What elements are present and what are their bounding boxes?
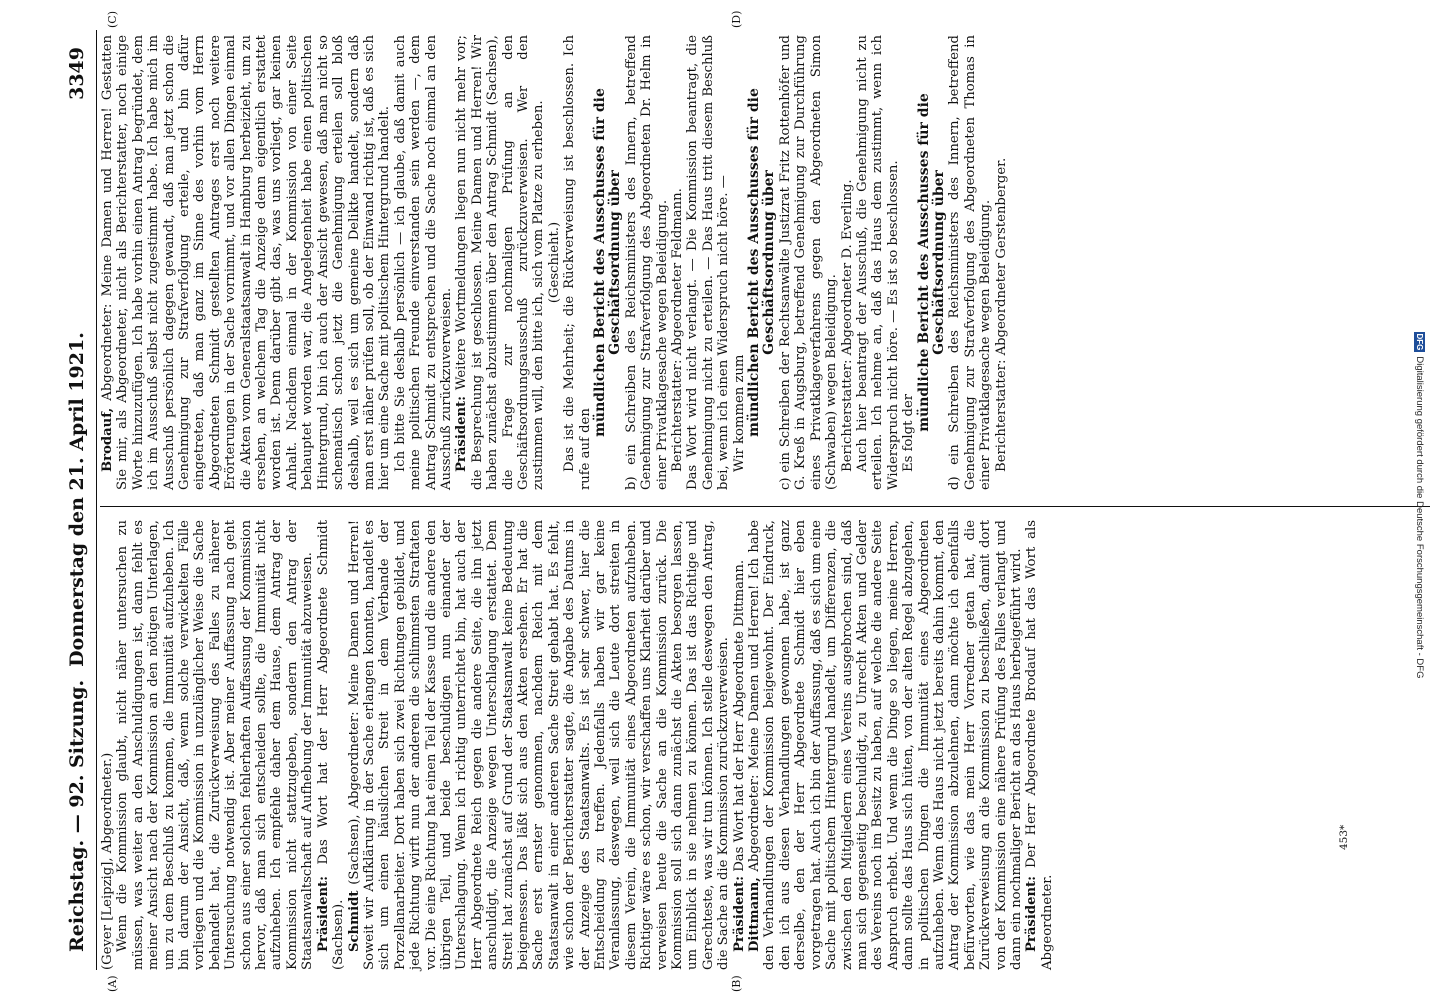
paragraph <box>747 520 1024 970</box>
paragraph <box>624 35 670 490</box>
paragraph <box>747 35 778 490</box>
column-right <box>100 35 1434 490</box>
paragraph <box>393 35 455 490</box>
paragraph-text: Weitere Wortmeldungen liegen nun nicht mehr vor; die Besprechung ist geschlossen. Meine Damen und Herren! Wir haben zunächst abzustimmen über den Antrag Schmidt (Sachsen), die Frage zur nochmaligen Prüfung an den Geschäftsordnungsausschuß zurückzuverweisen. Wer den zustimmen will, den bitte ich, sich vom Platze zu erheben. <box>454 35 547 490</box>
paragraph <box>917 35 948 490</box>
paragraph <box>547 35 562 490</box>
side-note-text: Digitalisierung gefördert durch die Deutsche Forschungsgemeinschaft - DFG <box>1414 356 1425 679</box>
paragraph-lead: Dittmann, <box>747 877 763 952</box>
paragraph-text: Abgeordneter: Meine Damen und Herren! Gestatten Sie mir, als Abgeordneter, nicht als Berichterstatter, noch einige Worte hinzuzufügen. Ich habe vorhin einen Antrag begründet, dem ich im Ausschuß selbst nicht zugestimmt habe. Ich habe mich im Ausschuß persönlich dagegen gewandt, daß man jetzt schon die Genehmigung zur Strafverfolgung erteile, und bin dafür eingetreten, daß man ganz im Sinne des vorhin vom Herrn Abgeordneten Schmidt gestellten Antrages erst noch weitere Erörterungen in der Sache vornimmt, und vor allen Dingen einmal die Akten vom Generalstaatsanwalt in Hamburg herbeizieht, um zu ersehen, an welchem Tag die Anzeige denn eigentlich erstattet worden ist. Denn darüber gibt das, was uns vorliegt, gar keinen Anhalt. Nachdem einmal in der Kommission von einer Seite behauptet worden war, die Angelegenheit habe einen politischen Hintergrund, bin ich auch der Ansicht gewesen, daß man nicht so schematisch schon jetzt die Genehmigung erteilen soll bloß deshalb, weil es sich um gemeine Delikte handelt, sondern daß man erst näher prüfen soll, ob der Einwand richtig ist, daß es sich hier um eine Sache mit politischem Hintergrund handelt. <box>100 35 393 490</box>
paragraph <box>347 520 732 970</box>
margin-mark-a: (A) <box>106 975 119 992</box>
paragraph-text: (Geyer [Leipzig], Abgeordneter.) <box>100 752 115 970</box>
paragraph <box>316 520 347 970</box>
header-session: Reichstag. — 92. Sitzung. <box>66 679 88 952</box>
paragraph-lead: Präsident: <box>1024 875 1040 952</box>
header-date: Donnerstag den 21. April 1921. <box>66 332 88 667</box>
paragraph <box>1024 520 1055 970</box>
paragraph-text: Auch hier beantragt der Ausschuß, die Genehmigung nicht zu erteilen. Ich nehme an, daß das Haus dem zustimmt, wenn ich Widerspruch nicht höre. — Es ist so beschlossen. <box>854 35 901 490</box>
paragraph-text: Das Wort hat der Herr Abgeordnete Dittmann. <box>731 559 747 876</box>
margin-mark-b: (B) <box>730 975 743 992</box>
paragraph-text: c) ein Schreiben der Rechtsanwälte Justizrat Fritz Rottenhöfer und G. Kreß in Augsburg, betreffend Genehmigung zur Durchführung eines Privatklageverfahrens gegen den Abgeordneten Simon (Schwaben) wegen Beleidigung. <box>777 35 840 490</box>
paragraph-text: (Sachsen), Abgeordneter: Meine Damen und Herren! Soweit wir Aufklärung in der Sache erlangen konnten, handelt es sich um einen häuslichen Streit in dem Verbande der Porzellanarbeiter. Dort haben sich zwei Richtungen gebildet, und jede Richtung wirft nun der anderen die schlimmsten Straftaten vor. Die eine Richtung hat einen Teil der Kasse und die andere den übrigen Teil, und beide beschuldigen nun einander der Unterschlagung. Wenn ich richtig unterrichtet bin, hat auch der Herr Abgeordnete Reich gegen die andere Seite, die ihn jetzt anschuldigt, die Anzeige wegen Unterschlagung erstattet. Dem Streit hat zunächst auf Grund der Staatsanwalt keine Bedeutung beigemessen. Das läßt sich aus den Akten ersehen. Er hat die Sache erst ernster genommen, nachdem Reich mit dem Staatsanwalt in einer anderen Sache Streit gehabt hat. Es fehlt, wie schon der Berichterstatter sagte, die Angabe des Datums in der Anzeige des Staatsanwalts. Es ist sehr schwer, hier die Entscheidung zu treffen. Jedenfalls haben wir gar keine Veranlassung, deswegen, weil sich die Leute dort streiten in diesem Verein, die Immunität eines Abgeordneten aufzuheben. Richtiger wäre es schon, wir verschaffen uns Klarheit darüber und verweisen heute die Sache an die Kommission zurück. Die Kommission soll sich dann zunächst die Akten besorgen lassen, um Einblick in sie nehmen zu können. Das ist das Richtige und Gerechteste, was wir tun können. Ich stelle deswegen den Antrag, die Sache an die Kommission zurückzuverweisen. <box>346 520 732 970</box>
header-page-number: 3349 <box>66 47 88 100</box>
paragraph-text: Das Wort wird nicht verlangt. — Die Kommission beantragt, die Genehmigung nicht zu erteilen. — Das Haus tritt diesem Beschluß bei, wenn ich einen Widerspruch nicht höre. — <box>685 35 732 490</box>
paragraph-text: (Geschieht.) <box>546 221 562 304</box>
paragraph-lead: Brodauf, <box>100 407 115 472</box>
paragraph <box>670 35 685 490</box>
paragraph-text: Es folgt der <box>901 393 917 472</box>
paragraph-text: Der Herr Abgeordnete Brodauf hat das Wort als Abgeordneter. <box>1024 520 1055 970</box>
paragraph <box>593 35 624 490</box>
paragraph <box>100 35 393 490</box>
paragraph <box>685 35 731 490</box>
paragraph-lead: Schmidt <box>346 890 362 952</box>
paragraph-lead: Präsident: <box>315 875 331 952</box>
paragraph <box>454 35 546 490</box>
paragraph-lead: mündliche Bericht des Ausschusses für die Geschäftsordnung über <box>915 93 947 432</box>
paragraph-lead: mündlichen Bericht des Ausschusses für die Geschäftsordnung über <box>592 88 624 437</box>
paragraph-text: Berichterstatter: Abgeordneter D. Everling. <box>839 179 855 472</box>
column-separator <box>100 506 1430 507</box>
paragraph-text: Berichterstatter: Abgeordneter Gerstenberger. <box>993 157 1009 472</box>
paragraph <box>994 35 1009 490</box>
paragraph-text: Berichterstatter: Abgeordneter Feldmann. <box>670 188 686 472</box>
paragraph <box>732 520 747 970</box>
paragraph-text: Abgeordneter: Meine Damen und Herren! Ich habe den Verhandlungen der Kommission beigewohnt. Der Eindruck, den ich aus diesen Verhandlungen gewonnen habe, ist ganz derselbe, den der Herr Abgeordnete Schmidt hier eben vorgetragen hat. Auch ich bin der Auffassung, daß es sich um eine Sache mit politischem Hintergrund handelt, um Differenzen, die zwischen den Mitgliedern eines Vereins ausgebrochen sind, daß man sich gegenseitig beschuldigt, zu Unrecht Akten und Gelder des Vereins noch im Besitz zu haben, auf welche die andere Seite Anspruch erhebt. Und wenn die Dinge so liegen, meine Herren, dann sollte das Haus sich hüten, von der alten Regel abzugehen, in politischen Dingen die Immunität eines Abgeordneten aufzuheben. Wenn das Haus nicht jetzt bereits dahin kommt, den Antrag der Kommission abzulehnen, dann möchte ich ebenfalls befürworten, wie das mein Herr Vorredner getan hat, die Zurückverweisung an die Kommission zu beschließen, damit dort von der Kommission eine nähere Prüfung des Falles verlangt und dann ein nochmaliger Bericht an das Haus herbeigeführt wird. <box>747 520 1024 970</box>
margin-mark-d: (D) <box>730 10 743 28</box>
paragraph <box>562 35 593 490</box>
page-header <box>56 47 96 952</box>
paragraph-lead: mündlichen Bericht des Ausschusses für die Geschäftsordnung über <box>746 88 778 437</box>
paragraph-text: Das Wort hat der Herr Abgeordnete Schmidt (Sachsen). <box>315 520 347 970</box>
paragraph-lead: Präsident: <box>731 875 747 952</box>
margin-mark-c: (C) <box>106 11 119 28</box>
paragraph <box>855 35 901 490</box>
paragraph <box>115 520 315 970</box>
paragraph <box>901 35 916 490</box>
paragraph-text: b) ein Schreiben des Reichsministers des Innern, betreffend Genehmigung zur Strafverfolgung des Abgeordneten Dr. Helm in einer Privatklagesache wegen Beleidigung. <box>623 35 670 490</box>
paragraph-text: Das ist die Mehrheit; die Rückverweisung ist beschlossen. Ich rufe auf den <box>562 35 593 490</box>
paragraph <box>100 520 115 970</box>
paragraph-text: Wenn die Kommission glaubt, nicht näher untersuchen zu müssen, was weiter an den Anschuldigungen ist, dann fehlt es meiner Ansicht nach der Kommission an den nötigen Unterlagen, um zu dem Beschluß zu kommen, die Immunität aufzuheben. Ich bin darum der Ansicht, daß, wenn solche verwickelten Fälle vorliegen und die Kommission in unzulänglicher Weise die Sache behandelt hat, die Zurückverweisung des Falles zu näherer Untersuchung notwendig ist. Aber meiner Auffassung nach geht schon aus einer solchen fehlerhaften Auffassung der Kommission hervor, daß man sich entscheiden sollte, die Immunität nicht aufzuheben. Ich empfehle daher dem Hause, dem Antrag der Kommission nicht stattzugeben, sondern den Antrag der Staatsanwaltschaft auf Aufhebung der Immunität abzuweisen. <box>115 520 316 970</box>
paragraph <box>778 35 840 490</box>
dfg-logo: DFG <box>1415 333 1424 351</box>
paragraph-text: Ich bitte Sie deshalb persönlich — ich glaube, daß damit auch meine politischen Freunde einverstanden sein werden —, dem Antrag Schmidt zu entsprechen und die Sache noch einmal an den Ausschuß zurückzuverweisen. <box>392 35 454 490</box>
paragraph-text: d) ein Schreiben des Reichsministers des Innern, betreffend Genehmigung zur Strafverfolgung des Abgeordneten Thomas in einer Privatklagesache wegen Beleidigung. <box>947 35 994 490</box>
header-rule <box>96 30 97 970</box>
signature-mark: 453* <box>1338 824 1350 850</box>
paragraph <box>947 35 993 490</box>
paragraph-lead: Präsident: <box>454 395 470 472</box>
column-left <box>100 520 1434 970</box>
paragraph <box>840 35 855 490</box>
paragraph-text: Wir kommen zum <box>731 354 747 472</box>
side-note <box>1406 40 1432 970</box>
paragraph <box>732 35 747 490</box>
